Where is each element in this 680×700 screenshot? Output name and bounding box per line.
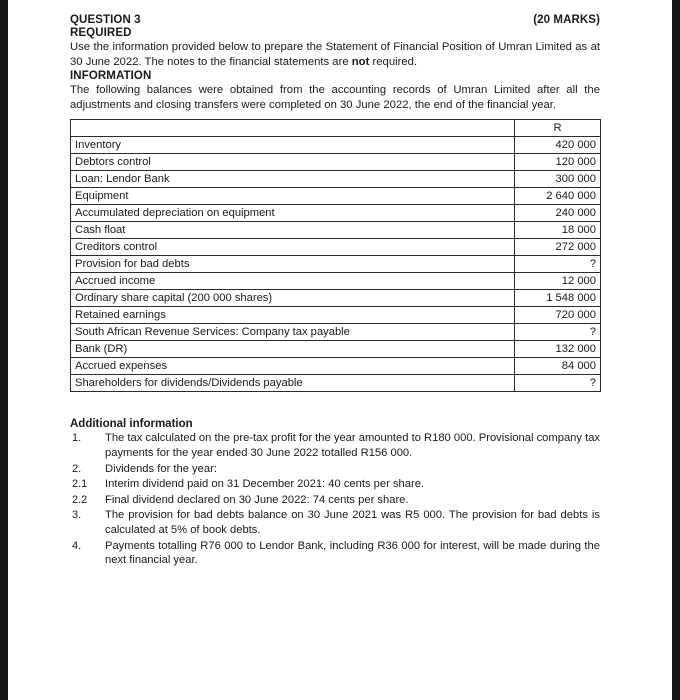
row-amount: 132 000 <box>515 341 601 358</box>
row-description: South African Revenue Services: Company tax payable <box>71 324 515 341</box>
table-header-row <box>71 120 601 137</box>
question-marks: (20 MARKS) <box>533 14 600 26</box>
information-heading: INFORMATION <box>70 70 152 83</box>
row-description: Retained earnings <box>71 307 515 324</box>
row-amount: 720 000 <box>515 307 601 324</box>
note-text: The provision for bad debts balance on 30 June 2021 was R5 000. The provision for bad debts is calculated at 5% of book debts. <box>105 509 600 536</box>
table-row <box>71 324 601 341</box>
row-amount: 300 000 <box>515 171 601 188</box>
note-number: 2. <box>72 462 82 475</box>
table-row <box>71 307 601 324</box>
information-text: The following balances were obtained from the accounting records of Umran Limited after all the adjustments and closing transfers were completed on 30 June 2022, the end of the financial year. <box>70 84 600 111</box>
note-text: Dividends for the year: <box>105 462 217 475</box>
row-amount: 84 000 <box>515 358 601 375</box>
row-description: Bank (DR) <box>71 341 515 358</box>
row-amount: 240 000 <box>515 205 601 222</box>
row-description: Accrued expenses <box>71 358 515 375</box>
note-text: Payments totalling R76 000 to Lendor Bank, including R36 000 for interest, will be made during the next financial year. <box>105 539 600 567</box>
table-row <box>71 154 601 171</box>
note-item <box>70 431 600 460</box>
note-item <box>70 493 600 508</box>
note-item <box>70 477 600 492</box>
note-item <box>70 539 600 568</box>
table-row <box>71 341 601 358</box>
row-amount: 18 000 <box>515 222 601 239</box>
row-amount: 272 000 <box>515 239 601 256</box>
required-text-part1: Use the information provided below to prepare the Statement of Financial Position of Umran Limited as at 30 June 2022. The notes to the financial statements are <box>70 41 600 68</box>
question-title: QUESTION 3 <box>70 14 141 26</box>
row-amount: ? <box>515 256 601 273</box>
row-amount: 1 548 000 <box>515 290 601 307</box>
note-text: The tax calculated on the pre-tax profit for the year amounted to R180 000. Provisional company tax payments for the year ended 30 June 2022 totalled R156 000. <box>105 432 601 459</box>
note-number: 2.2 <box>72 493 88 506</box>
required-heading: REQUIRED <box>70 27 132 39</box>
row-description: Debtors control <box>71 154 515 171</box>
row-description: Accrued income <box>71 273 515 290</box>
note-text: Interim dividend paid on 31 December 2021: 40 cents per share. <box>105 478 425 491</box>
column-header-description <box>71 120 515 137</box>
table-row <box>71 205 601 222</box>
table-row <box>71 358 601 375</box>
row-amount: 420 000 <box>515 137 601 154</box>
note-number: 1. <box>72 432 82 445</box>
row-amount: 120 000 <box>515 154 601 171</box>
row-description: Provision for bad debts <box>71 256 515 273</box>
table-row <box>71 239 601 256</box>
balances-table <box>70 119 601 392</box>
row-description: Shareholders for dividends/Dividends payable <box>71 375 515 392</box>
balances-table-body <box>71 137 601 392</box>
question-header <box>70 14 600 26</box>
note-text: Final dividend declared on 30 June 2022: 74 cents per share. <box>105 493 409 506</box>
note-number: 2.1 <box>72 478 88 491</box>
table-row <box>71 188 601 205</box>
note-number: 3. <box>72 509 82 522</box>
row-description: Equipment <box>71 188 515 205</box>
row-amount: 12 000 <box>515 273 601 290</box>
required-text-part2: required. <box>369 55 418 68</box>
row-description: Accumulated depreciation on equipment <box>71 205 515 222</box>
document-page <box>70 14 600 568</box>
row-description: Creditors control <box>71 239 515 256</box>
row-amount: 2 640 000 <box>515 188 601 205</box>
row-description: Inventory <box>71 137 515 154</box>
table-row <box>71 222 601 239</box>
table-row <box>71 290 601 307</box>
row-amount: ? <box>515 324 601 341</box>
row-description: Ordinary share capital (200 000 shares) <box>71 290 515 307</box>
note-item <box>70 462 600 477</box>
additional-information-heading: Additional information <box>70 418 193 431</box>
row-description: Cash float <box>71 222 515 239</box>
table-row <box>71 137 601 154</box>
row-amount: ? <box>515 375 601 392</box>
page-left-edge-band <box>0 0 8 700</box>
column-header-amount: R <box>515 120 601 137</box>
note-number: 4. <box>72 539 82 552</box>
page-right-edge-band <box>672 0 680 700</box>
table-row <box>71 375 601 392</box>
required-emphasis: not <box>351 55 370 68</box>
required-text <box>70 40 600 69</box>
table-row <box>71 273 601 290</box>
note-item <box>70 508 600 537</box>
table-row <box>71 171 601 188</box>
row-description: Loan: Lendor Bank <box>71 171 515 188</box>
table-row <box>71 256 601 273</box>
